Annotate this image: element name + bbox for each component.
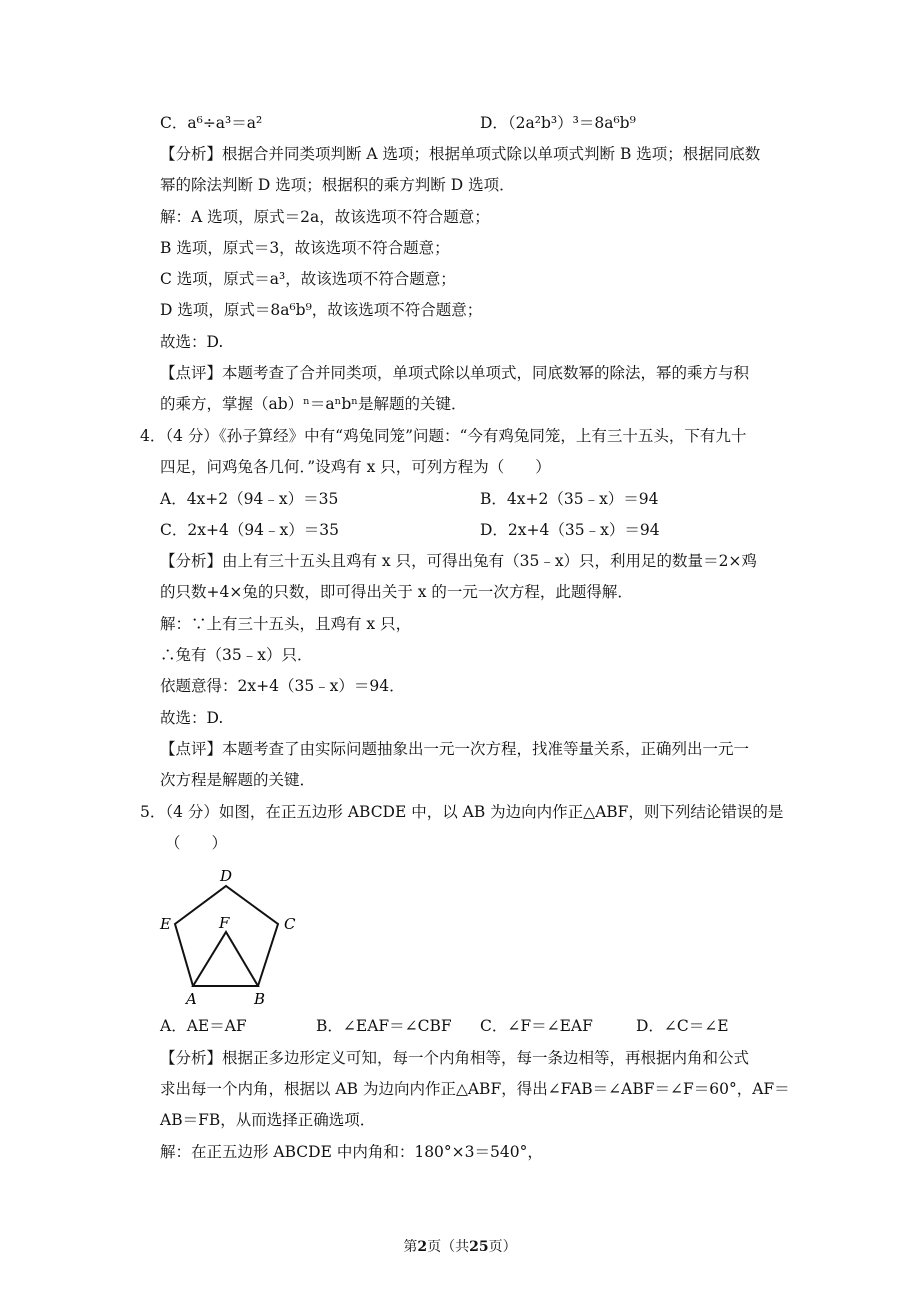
footer-suffix: 页）: [488, 1239, 517, 1255]
q5-option-d: D．∠C＝∠E: [636, 1017, 729, 1035]
q3-solution-line-1: 解：A 选项，原式＝2a，故该选项不符合题意；: [160, 208, 490, 226]
q4-comment-line-2: 次方程是解题的关键．: [160, 771, 316, 789]
q4-solution-line-4: 故选：D.: [160, 709, 224, 727]
q3-solution-line-2: B 选项，原式＝3，故该选项不符合题意；: [160, 239, 450, 257]
label-e: E: [160, 915, 171, 933]
pentagon-figure: [158, 866, 308, 1008]
q4-option-a: A．4x+2（94﹣x）＝35: [160, 490, 339, 508]
q4-solution-line-1: 解：∵上有三十五头，且鸡有 x 只，: [160, 615, 412, 633]
label-c: C: [284, 915, 296, 933]
q4-solution-line-3: 依题意得：2x+4（35﹣x）＝94．: [160, 677, 405, 695]
footer-middle: 页（共: [427, 1239, 470, 1255]
q4-comment-line-1: 【点评】本题考查了由实际问题抽象出一元一次方程，找准等量关系，正确列出一元一: [160, 740, 750, 758]
q4-analysis-line-2: 的只数+4×兔的只数，即可得出关于 x 的一元一次方程，此题得解．: [160, 583, 633, 601]
q4-stem-line-1: 4．（4 分）《孙子算经》中有“鸡兔同笼”问题：“今有鸡兔同笼，上有三十五头，下有九十: [140, 427, 747, 445]
q5-analysis-line-1: 【分析】根据正多边形定义可知，每一个内角相等，每一条边相等，再根据内角和公式: [160, 1049, 750, 1067]
label-b: B: [254, 990, 266, 1008]
q3-option-d: D．（2a²b³）³＝8a⁶b⁹: [480, 114, 636, 132]
q4-option-b: B．4x+2（35﹣x）＝94: [480, 490, 659, 508]
q3-solution-line-5: 故选：D.: [160, 333, 224, 351]
label-f: F: [219, 914, 230, 932]
pentagon-abcde: [175, 886, 278, 986]
q5-stem-line-1: 5．（4 分）如图，在正五边形 ABCDE 中，以 AB 为边向内作正△ABF，则下列结论错误的是: [140, 803, 784, 821]
q4-option-c: C．2x+4（94﹣x）＝35: [160, 521, 339, 539]
q3-analysis-line-1: 【分析】根据合并同类项判断 A 选项；根据单项式除以单项式判断 B 选项；根据同底数: [160, 145, 761, 163]
q5-solution-line-1: 解：在正五边形 ABCDE 中内角和：180°×3＝540°，: [160, 1143, 543, 1161]
label-a: A: [186, 990, 197, 1008]
footer-page-number: 2: [417, 1239, 428, 1255]
q4-analysis-line-1: 【分析】由上有三十五头且鸡有 x 只，可得出兔有（35﹣x）只，利用足的数量＝2×鸡: [160, 552, 757, 570]
footer-prefix: 第: [403, 1239, 418, 1255]
q5-stem-line-2: （ ）: [165, 834, 228, 852]
q5-analysis-line-2: 求出每一个内角，根据以 AB 为边向内作正△ABF，得出∠FAB＝∠ABF＝∠F＝60°，AF＝: [160, 1080, 790, 1098]
q3-option-c: C．a⁶÷a³＝a²: [160, 114, 263, 132]
q4-solution-line-2: ∴兔有（35﹣x）只．: [160, 646, 313, 664]
q5-option-a: A．AE＝AF: [160, 1017, 247, 1035]
page-footer: [0, 1236, 920, 1256]
footer-total-pages: 25: [469, 1239, 489, 1255]
label-d: D: [220, 867, 233, 885]
triangle-abf: [193, 932, 258, 986]
q5-option-b: B．∠EAF＝∠CBF: [316, 1017, 452, 1035]
q3-analysis-line-2: 幂的除法判断 D 选项；根据积的乘方判断 D 选项．: [160, 176, 515, 194]
q5-option-c: C．∠F＝∠EAF: [480, 1017, 593, 1035]
q4-stem-line-2: 四足，问鸡兔各几何．”设鸡有 x 只，可列方程为（ ）: [160, 458, 551, 476]
q3-solution-line-4: D 选项，原式＝8a⁶b⁹，故该选项不符合题意；: [160, 301, 483, 319]
q3-solution-line-3: C 选项，原式＝a³，故该选项不符合题意；: [160, 270, 456, 288]
q4-option-d: D．2x+4（35﹣x）＝94: [480, 521, 660, 539]
q3-comment-line-2: 的乘方，掌握（ab）ⁿ＝aⁿbⁿ是解题的关键．: [160, 395, 467, 413]
q5-analysis-line-3: AB＝FB，从而选择正确选项．: [160, 1111, 376, 1129]
q3-comment-line-1: 【点评】本题考查了合并同类项，单项式除以单项式，同底数幂的除法，幂的乘方与积: [160, 364, 750, 382]
